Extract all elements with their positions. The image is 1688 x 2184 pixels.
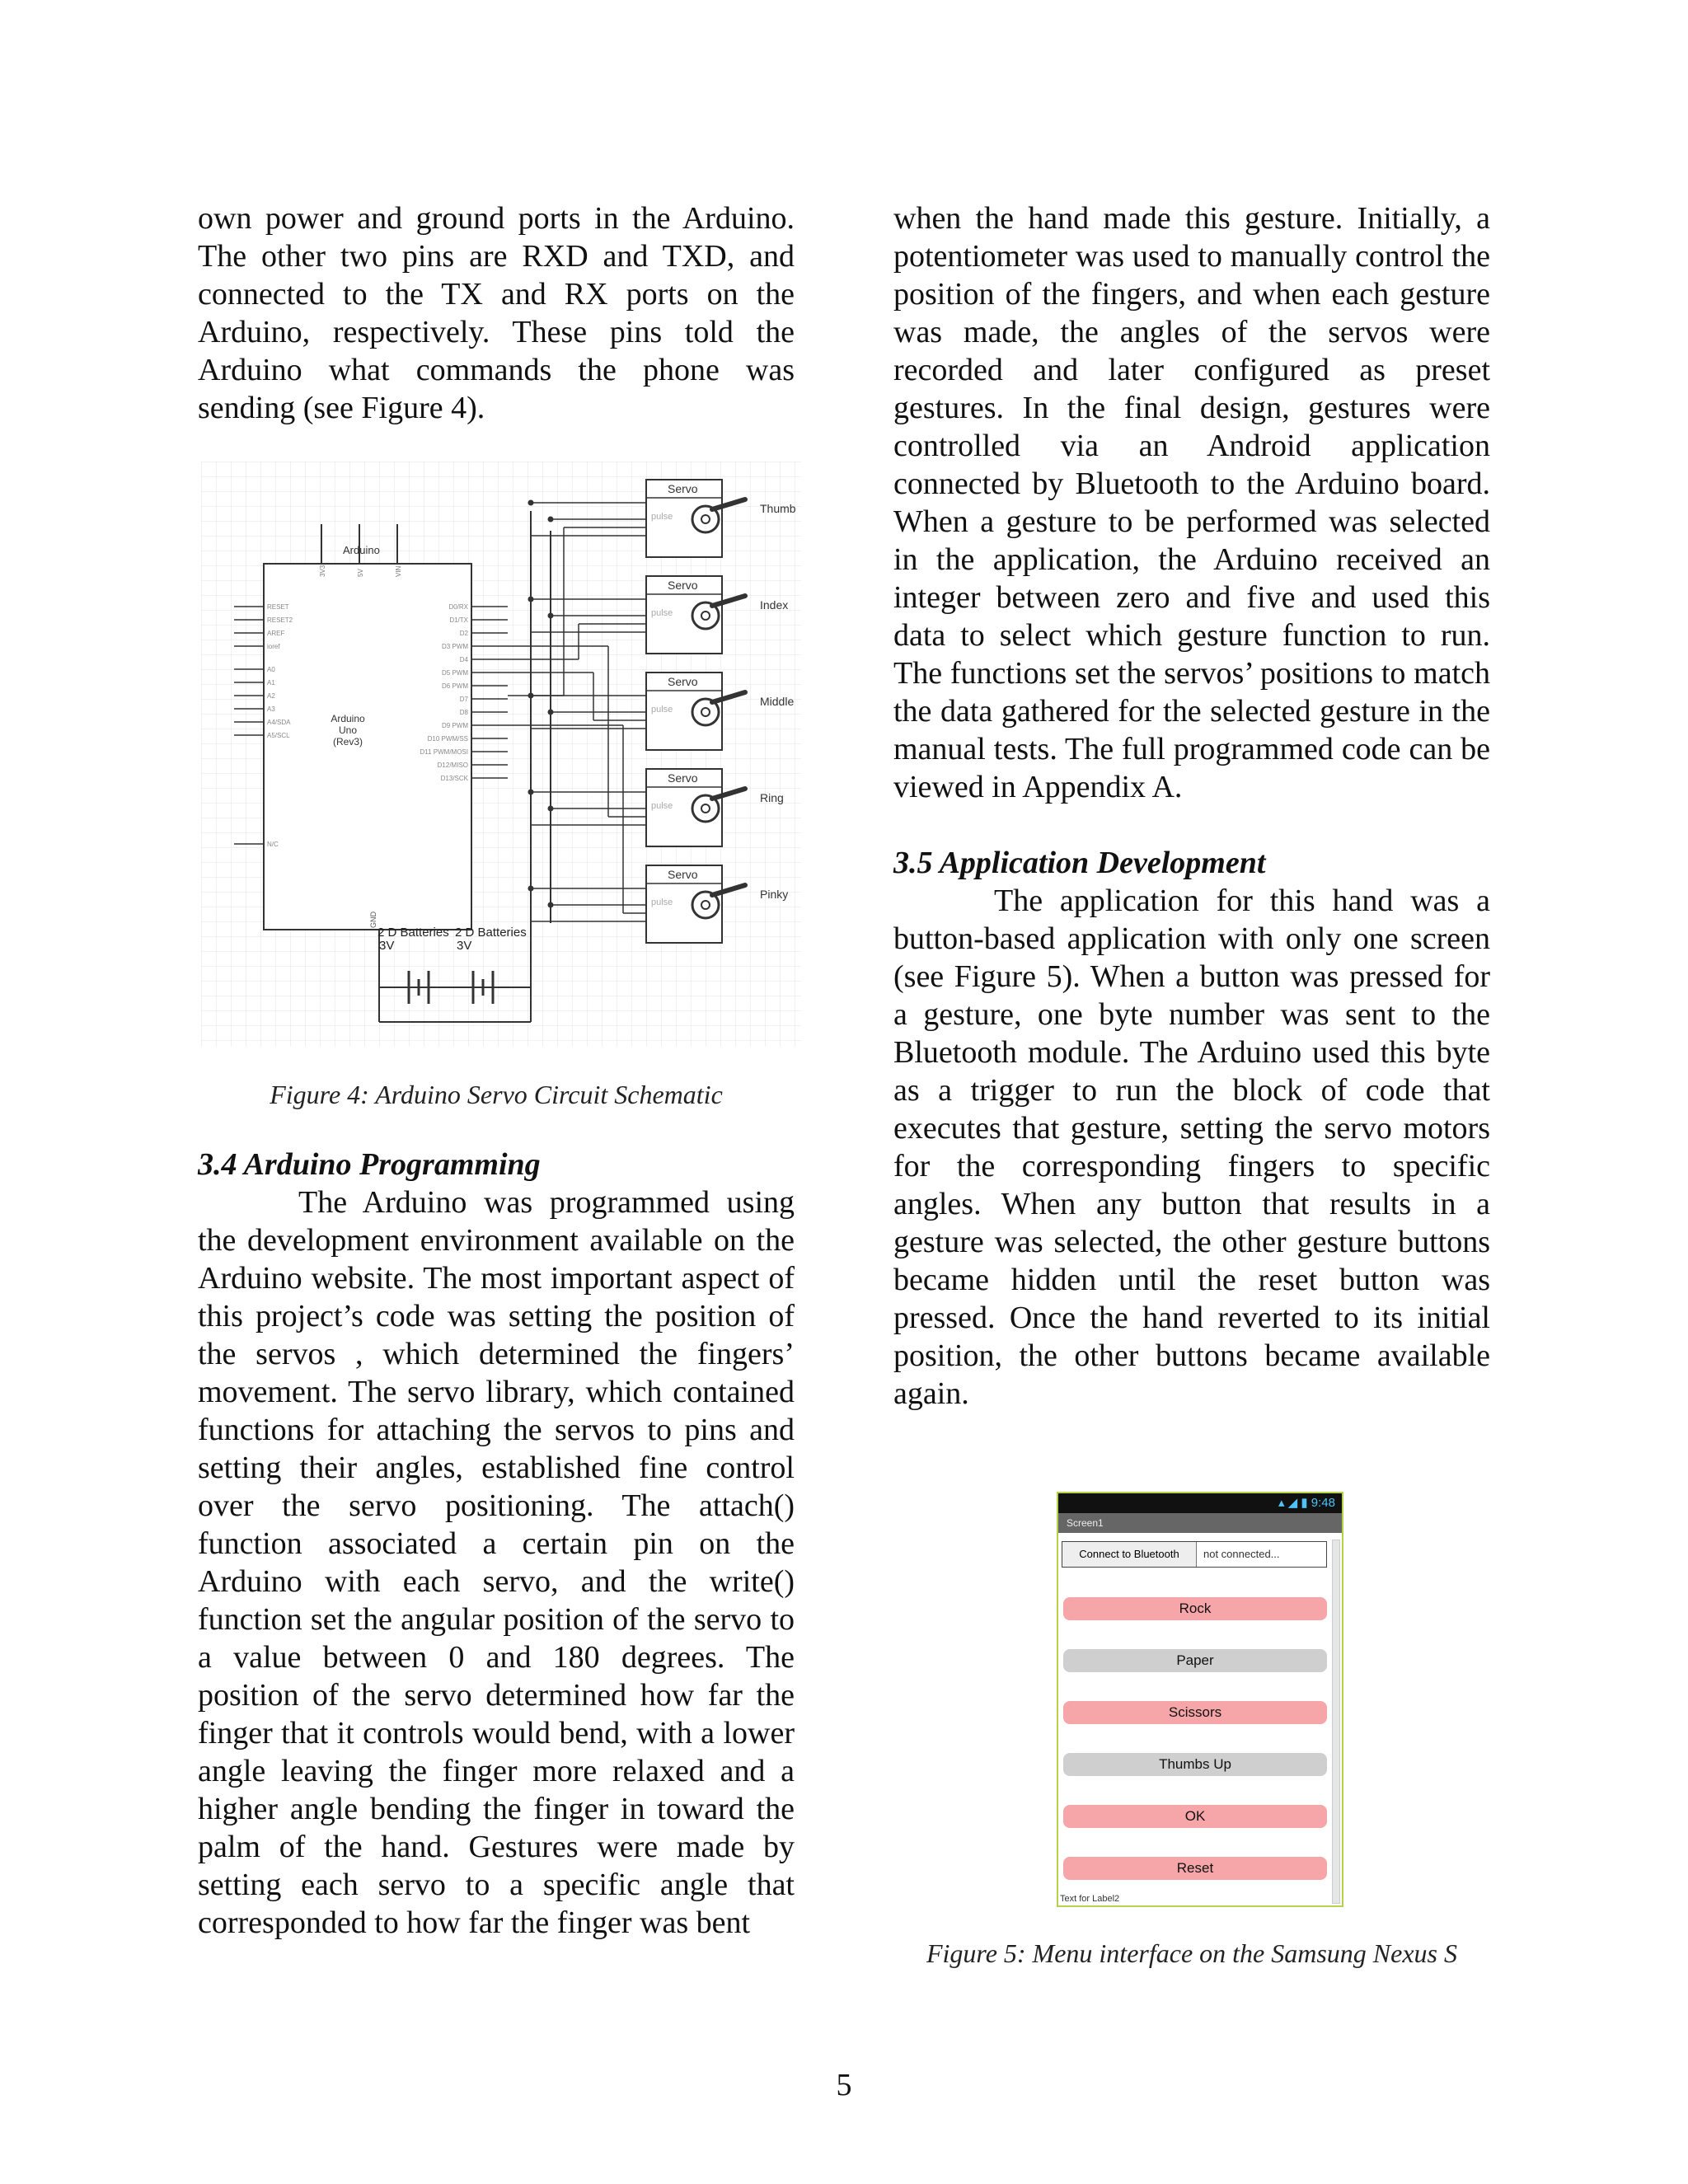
right-pin-label: D10 PWM/SS — [427, 735, 468, 743]
servo-hub-icon — [701, 804, 710, 813]
battery-label-2: 2 D Batteries — [455, 926, 527, 940]
junction-dot — [528, 886, 534, 892]
servo-pulse-label: pulse — [651, 801, 673, 811]
top-pin-label: 3V3 — [319, 565, 326, 577]
top-pin-label: 5V — [357, 569, 364, 577]
left-pin-label: ioref — [267, 643, 280, 650]
section-heading-3-4: 3.4 Arduino Programming — [198, 1147, 541, 1182]
left-pin-label: A2 — [267, 692, 275, 700]
right-pin-label: D3 PWM — [442, 643, 468, 650]
junction-dot — [528, 500, 534, 506]
section-heading-3-5: 3.5 Application Development — [893, 846, 1266, 880]
wifi-icon: ▴ — [1278, 1496, 1285, 1510]
left-paragraph-2: The Arduino was programmed using the development environment available on the Arduino website. The most important aspect of this project’s code was setting the position of the servos , which determined the fingers’ movement. The servo library, which contained functions for attaching the servos to pins and setting their angles, established fine control over the servo positioning. The attach() function associated a certain pin on the Arduino with each servo, and the write() function set the angular position of the servo to a value between 0 and 180 degrees. The position of the servo determined how far the finger that it controls would bend, with a lower angle leaving the finger more relaxed and a higher angle bending the finger in toward the palm of the hand. Gestures were made by setting each servo to a specific angle that corresponded to how far the finger was bent — [198, 1185, 795, 1940]
connect-row — [1062, 1541, 1327, 1568]
right-pin-label: D9 PWM — [442, 722, 468, 729]
left-pin-label: N/C — [267, 841, 279, 848]
left-pin-label: AREF — [267, 630, 285, 637]
right-pin-label: D1/TX — [449, 616, 468, 624]
arduino-label: Arduino — [343, 544, 380, 556]
right-pin-label: D6 PWM — [442, 682, 468, 690]
left-column — [198, 199, 795, 427]
battery-icon: ▮ — [1301, 1496, 1308, 1510]
junction-dot — [548, 806, 554, 812]
servo-title: Servo — [668, 771, 698, 785]
servo-hub-icon — [701, 612, 710, 620]
junction-dot — [528, 790, 534, 795]
servo-title: Servo — [668, 868, 698, 881]
signal-icon: ◢ — [1287, 1496, 1298, 1510]
finger-label: Index — [760, 598, 789, 612]
right-pin-label: D12/MISO — [437, 762, 468, 769]
right-paragraph-1: when the hand made this gesture. Initially, a potentiometer was used to manually control the position of the fingers, and when each gesture was made, the angles of the servos were recorded and later configured as preset gestures. In the final design, gestures were controlled via an Android application connected by Bluetooth to the Arduino board. When a gesture to be performed was selected in the application, the Arduino received an integer between zero and five and used this data to select which gesture function to run. The functions set the servos’ positions to match the data gathered for the selected gesture in the manual tests. The full programmed code can be viewed in Appendix A. — [893, 201, 1490, 804]
figure-4 — [201, 462, 801, 1047]
junction-dot — [548, 902, 554, 908]
finger-label: Ring — [760, 791, 784, 804]
servo-title: Servo — [668, 482, 698, 495]
top-pin-label: VIN — [395, 565, 402, 577]
battery-voltage-2: 3V — [457, 939, 472, 953]
figure-5-caption: Figure 5: Menu interface on the Samsung Nexus S — [926, 1938, 1457, 1968]
reset-button[interactable]: Reset — [1063, 1857, 1327, 1880]
scrollbar[interactable] — [1332, 1540, 1340, 1904]
servo-hub-icon — [701, 901, 710, 909]
servo-pulse-label: pulse — [651, 705, 673, 715]
finger-label: Thumb — [760, 502, 796, 515]
servo-pulse-label: pulse — [651, 898, 673, 907]
scissors-button[interactable]: Scissors — [1063, 1701, 1327, 1724]
left-pin-label: RESET2 — [267, 616, 293, 624]
right-pin-label: D4 — [459, 656, 468, 663]
schematic-diagram — [201, 462, 801, 1047]
left-pin-label: A4/SDA — [267, 719, 291, 726]
footer-label: Text for Label2 — [1060, 1894, 1120, 1904]
screen-title: Screen1 — [1058, 1513, 1342, 1533]
servo-pulse-label: pulse — [651, 512, 673, 522]
left-pin-label: A5/SCL — [267, 732, 290, 739]
app-screen — [1058, 1533, 1342, 1905]
figure-4-caption: Figure 4: Arduino Servo Circuit Schematic — [270, 1080, 723, 1109]
right-pin-label: D11 PWM/MOSI — [420, 748, 468, 756]
left-pin-label: A3 — [267, 705, 275, 713]
left-paragraph-1: own power and ground ports in the Arduino. The other two pins are RXD and TXD, and connected to the TX and RX ports on the Arduino, respectively. These pins told the Arduino what commands the phone was sending (see Figure 4). — [198, 201, 795, 425]
right-pin-label: D5 PWM — [442, 669, 468, 677]
right-column — [893, 199, 1490, 1413]
right-pin-label: D7 — [459, 696, 468, 703]
right-pin-label: D13/SCK — [440, 775, 468, 782]
right-pin-label: D0/RX — [448, 603, 468, 611]
board-name-2: Uno — [338, 724, 358, 736]
board-name-1: Arduino — [331, 713, 365, 724]
battery-label-1: 2 D Batteries — [377, 926, 449, 940]
right-pin-label: D8 — [459, 709, 468, 716]
status-bar — [1058, 1493, 1342, 1513]
servo-title: Servo — [668, 579, 698, 592]
connection-status: not connected... — [1203, 1548, 1280, 1560]
servo-hub-icon — [701, 708, 710, 716]
page-number: 5 — [836, 2068, 852, 2102]
junction-dot — [528, 693, 534, 699]
finger-label: Middle — [760, 695, 795, 708]
right-pin-label: D2 — [459, 630, 468, 637]
junction-dot — [548, 613, 554, 619]
paper-button[interactable]: Paper — [1063, 1649, 1327, 1672]
right-paragraph-2: The application for this hand was a button-based application with only one screen (see Figure 5). When a button was pressed for a gesture, one byte number was sent to the Bluetooth module. The Arduino used this byte as a trigger to run the block of code that executes that gesture, setting the servo motors for the corresponding fingers to specific angles. When any button that results in a gesture was selected, the other gesture buttons became hidden until the reset button was pressed. Once the hand reverted to its initial position, the other buttons became available again. — [893, 883, 1490, 1411]
status-time: 9:48 — [1311, 1496, 1335, 1510]
board-name-3: (Rev3) — [332, 736, 363, 748]
battery-voltage-1: 3V — [379, 939, 395, 953]
figure-5-phone — [1057, 1492, 1343, 1907]
thumbs-up-button[interactable]: Thumbs Up — [1063, 1753, 1327, 1776]
finger-label: Pinky — [760, 888, 789, 901]
junction-dot — [528, 597, 534, 602]
servo-hub-icon — [701, 515, 710, 523]
arduino-board — [264, 564, 471, 930]
rock-button[interactable]: Rock — [1063, 1597, 1327, 1620]
left-pin-label: RESET — [267, 603, 289, 611]
left-pin-label: A0 — [267, 666, 275, 673]
junction-dot — [548, 710, 554, 715]
connect-bluetooth-button[interactable]: Connect to Bluetooth — [1062, 1542, 1197, 1567]
gnd-label: GND — [369, 912, 377, 928]
servo-title: Servo — [668, 675, 698, 688]
left-column-lower — [198, 1146, 795, 1942]
ok-button[interactable]: OK — [1063, 1805, 1327, 1828]
left-pin-label: A1 — [267, 679, 275, 687]
servo-pulse-label: pulse — [651, 608, 673, 618]
junction-dot — [548, 517, 554, 523]
